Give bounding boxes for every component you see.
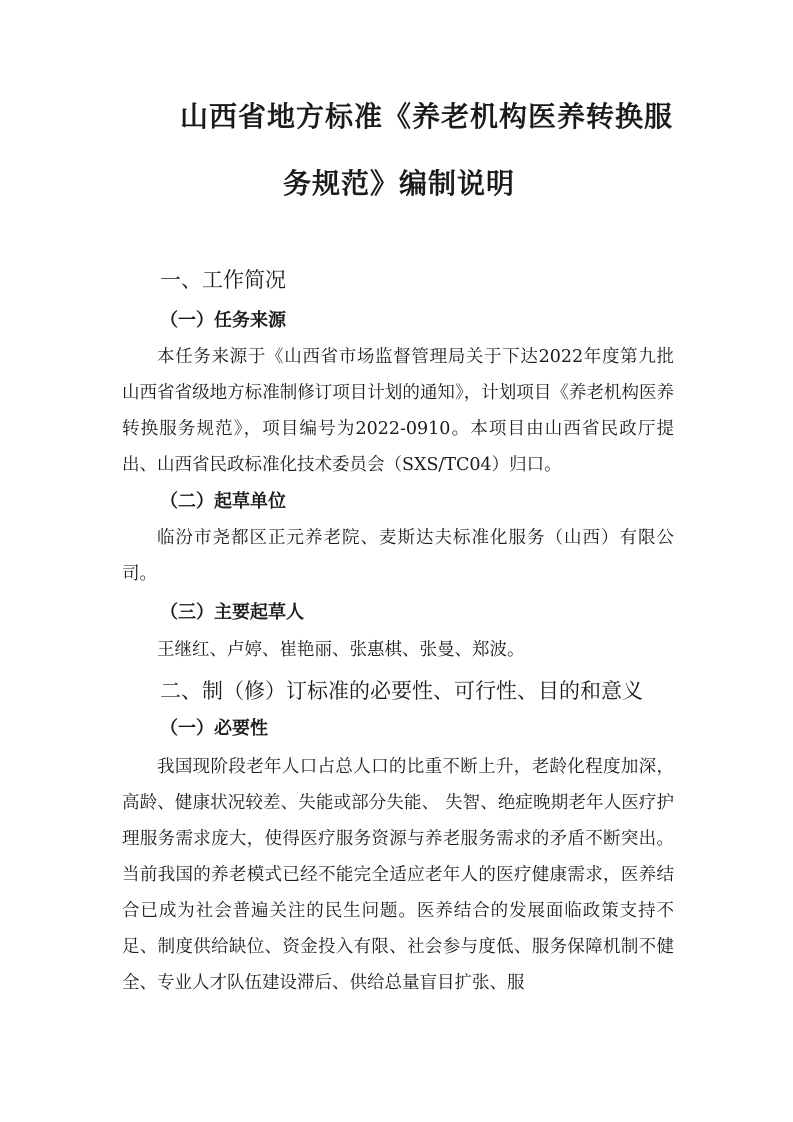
paragraph-drafting-units: 临汾市尧都区正元养老院、麦斯达夫标准化服务（山西）有限公司。 bbox=[122, 528, 674, 584]
subsection-heading-drafting-units: （二）起草单位 bbox=[160, 491, 286, 512]
document-title-line1: 山西省地方标准《养老机构医养转换服 bbox=[180, 100, 674, 133]
paragraph-task-source: 本任务来源于《山西省市场监督管理局关于下达2022年度第九批山西省省级地方标准制修订项目计划的通知》，计划项目《养老机构医养转换服务规范》，项目编号为2022-0910。本项目由山西省民政厅提出、山西省民政标准化技术委员会（SXS/TC04）归口。 bbox=[122, 347, 674, 475]
section-heading-work-overview: 一、工作简况 bbox=[160, 268, 286, 292]
paragraph-main-drafters: 王继红、卢婷、崔艳丽、张惠棋、张曼、郑波。 bbox=[157, 640, 525, 660]
subsection-heading-main-drafters: （三）主要起草人 bbox=[160, 602, 304, 623]
document-title-line2: 务规范》编制说明 bbox=[283, 167, 516, 200]
paragraph-necessity: 我国现阶段老年人口占总人口的比重不断上升，老龄化程度加深，高龄、健康状况较差、失能或部分失能、 失智、绝症晚期老年人医疗护理服务需求庞大，使得医疗服务资源与养老服务需求的矛盾不断突出。当前我国的养老模式已经不能完全适应老年人的医疗健康需求，医养结合已成为社会普遍关注的民生问题。医养结合的发展面临政策支持不足、制度供给缺位、资金投入有限、社会参与度低、服务保障机制不健全、专业人才队伍建设滞后、供给总量盲目扩张、服 bbox=[122, 757, 674, 993]
subsection-heading-task-source: （一）任务来源 bbox=[160, 310, 286, 331]
section-heading-necessity: 二、制（修）订标准的必要性、可行性、目的和意义 bbox=[160, 679, 643, 703]
subsection-heading-necessity: （一）必要性 bbox=[160, 718, 268, 739]
